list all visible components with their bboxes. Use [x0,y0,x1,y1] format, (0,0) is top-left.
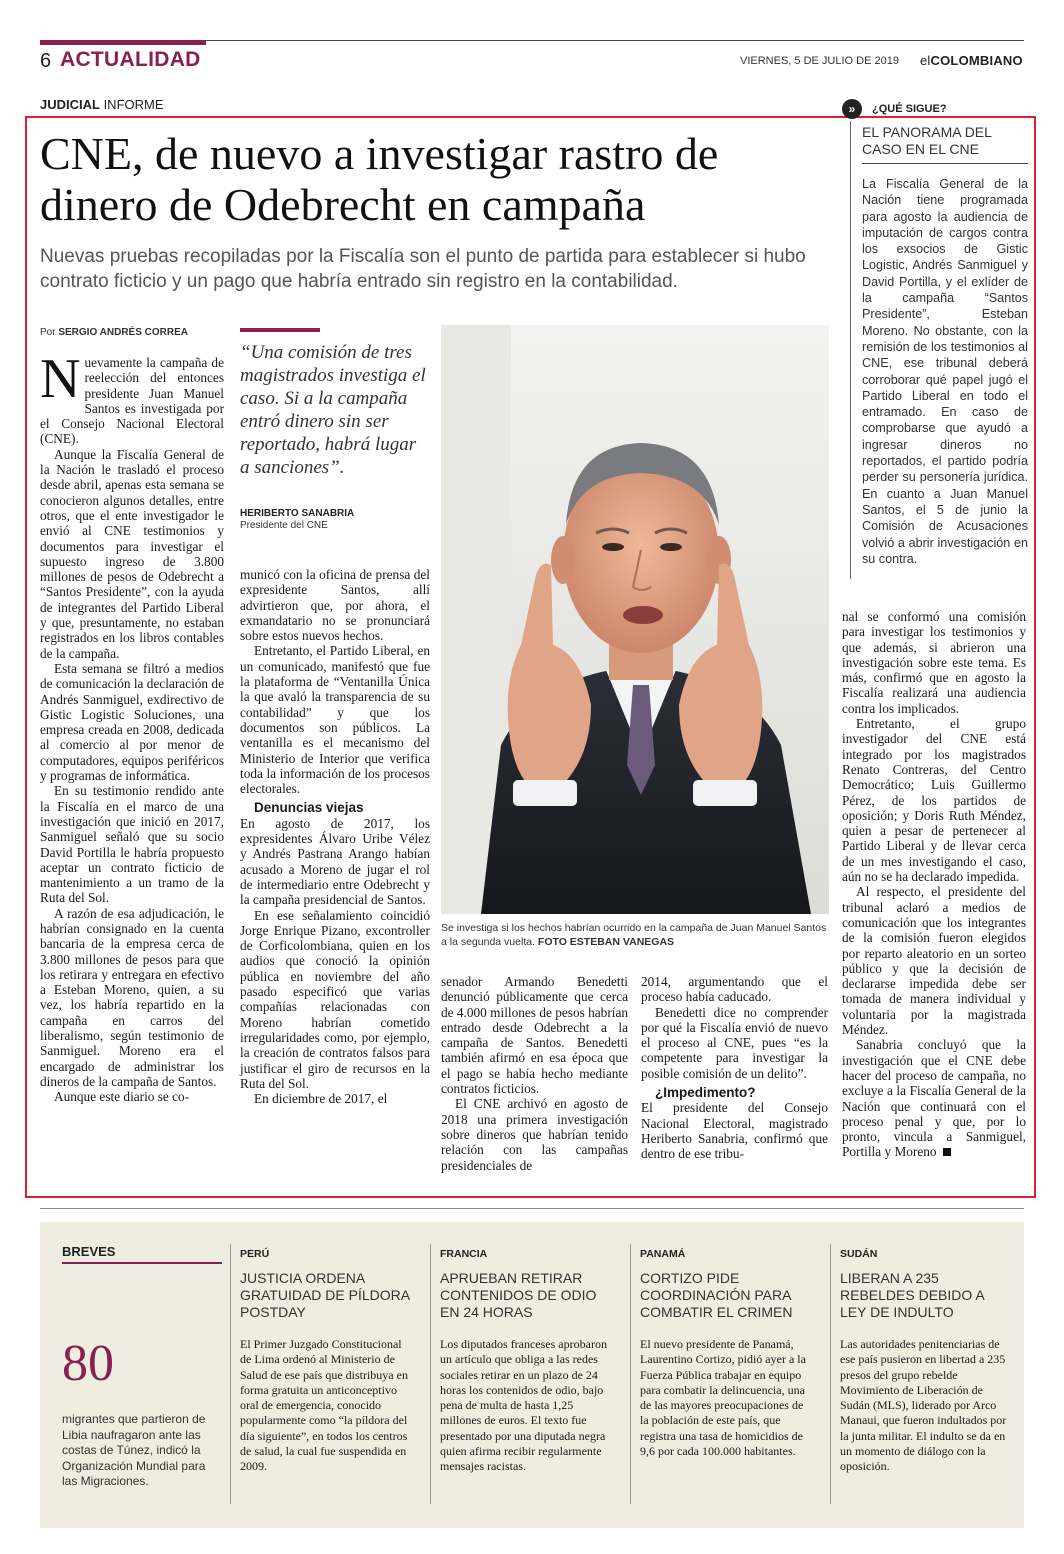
brief-country: FRANCIA [440,1248,488,1260]
paragraph-text: Sanabria concluyó que la investigación que el CNE debe hacer del proceso de campaña, no excluye a la Fiscalía General de la Nación que continuará con el proceso penal y que, por lo pronto, vincula a Sanmiguel, Portilla y Moreno [842,1037,1026,1160]
section-accent-bar [40,40,206,45]
article-paragraph [842,1037,1026,1159]
article-subhead: ¿Impedimento? [655,1085,756,1101]
brief-country: PANAMÁ [640,1248,686,1260]
portrait-illustration [441,325,829,914]
article-paragraph: Entretanto, el grupo investigador del CNE está integrado por los magistrados Renato Contreras, del Centro Democrático; Luis Guillermo Pérez, de los partidos de oposición; y Doris Ruth Méndez, quien a pesar de pertenecer al Partido Liberal y de llevar cerca de un mes investigando el caso, aún no se ha declarado impedida. [842,716,1026,885]
brief-title: LIBERAN A 235 REBELDES DEBIDO A LEY DE INDULTO [840,1270,984,1320]
article-paragraph: Al respecto, el presidente del tribunal aclaró a medios de comunicación que los integrantes de la comisión fueron elegidos por reparto aleatorio en un sorteo público y que la decisión de declararse impedida debe ser tomada de manera individual y voluntaria por la magistrada Méndez. [842,884,1026,1038]
breves-top-rule [40,1208,1024,1209]
article-photo [441,325,829,914]
article-paragraph: A razón de esa adjudicación, le habrían consignado en la cuenta bancaria de la empresa cerca de 3.800 millones de pesos para que los retirara y entregara en efectivo a Esteban Moreno, quien, a su vez, los habría repartido en la campaña en carros del liberalismo, según testimonio de Sanmiguel. Moreno era el encargado de administrar los dineros de la campaña de Santos. [40,905,224,1089]
breves-divider [830,1244,831,1504]
article-column-3 [441,974,628,1173]
article-paragraph [40,348,224,447]
brief-title: APRUEBAN RETIRAR CONTENIDOS DE ODIO EN 24 HORAS [440,1270,597,1320]
brief-country: PERÚ [240,1248,270,1260]
breves-divider [430,1244,431,1504]
double-chevron-right-icon: » [842,99,862,119]
breves-divider [630,1244,631,1504]
brief-body: Las autoridades penitenciarias de ese país pusieron en libertad a 235 presos del grupo rebelde Movimiento de Liberación de Sudán (MLS), liderado por Arco Manaui, que fueron indultados por la junta militar. El indulto se da en un momento de diálogo con la oposición. [840,1337,1007,1474]
article-paragraph: En su testimonio rendido ante la Fiscalía en el marco de una investigación que inició en 2017, Sanmiguel señaló que su socio David Portilla le habría propuesto aceptar un contrato ficticio de mantenimiento a un tramo de la Ruta del Sol. [40,783,224,906]
article-column-5 [842,609,1026,1160]
section-subline [40,97,164,112]
byline-prefix: Por [40,327,59,338]
brief-body: El Primer Juzgado Constitucional de Lima ordenó al Ministerio de Salud de ese país que distribuya en forma gratuita un anticonceptivo oral de emergencia, conocido popularmente como “la píldora del día siguiente”, en todos los centros de salud, la cual fue suspendida en 2009. [240,1337,408,1474]
end-mark-icon [943,1148,951,1156]
brand-name: COLOMBIANO [930,53,1023,68]
breves-label-rule [62,1262,222,1264]
article-paragraph: Benedetti dice no comprender por qué la Fiscalía envió de nuevo el proceso al CNE, pues “es la competente para investigar la posible comisión de un delito”. [641,1004,828,1081]
paragraph-text: uevamente la campaña de reelección del entonces presidente Juan Manuel Santos es investigada por el Consejo Nacional Electoral (CNE). [40,355,224,447]
photo-caption [441,921,829,949]
article-subhead: Denuncias viejas [254,800,364,816]
article-paragraph: municó con la oficina de prensa del expresidente Santos, allí advirtieron que, por ahora, el exmandatario no se pronunciará sobre estos nuevos hechos. [240,567,430,644]
article-deck: Nuevas pruebas recopiladas por la Fiscalía son el punto de partida para establecer si hubo contrato ficticio y un pago que habría entrado sin registro en la contabilidad. [40,246,806,292]
sidebar-title-rule [862,163,1028,164]
issue-date: VIERNES, 5 DE JULIO DE 2019 [740,55,899,67]
article-paragraph: En agosto de 2017, los expresidentes Álvaro Uribe Vélez y Andrés Pastrana Arango habían acusado a Moreno de jugar el rol de intermediario entre Odebrecht y la campaña presidencial de Santos. [240,815,430,908]
subline-bold: JUDICIAL [40,97,100,112]
brief-title: CORTIZO PIDE COORDINACIÓN PARA COMBATIR EL CRIMEN [640,1270,793,1320]
sidebar-title: EL PANORAMA DEL CASO EN EL CNE [862,124,992,157]
quote-author: HERIBERTO SANABRIA [240,508,355,519]
newspaper-brand [920,53,1023,68]
breves-big-number: 80 [62,1335,114,1392]
article-paragraph: Aunque la Fiscalía General de la Nación le trasladó el proceso desde abril, apenas esta semana se conocieron algunos detalles, entre otros, que el ente investigador le envió al CNE testimonios y documentos para investigar el supuesto ingreso de 3.800 millones de pesos de Odebrecht a “Santos Presidente”, con la ayuda de integrantes del Partido Liberal y que, presuntamente, no estaban registrados en los libros contables de la campaña. [40,446,224,661]
drop-cap: N [40,348,81,410]
brand-prefix: el [920,53,931,68]
article-paragraph: El CNE archivó en agosto de 2018 una primera investigación sobre dineros que habrían tenido relación con las campañas presidenciales de [441,1096,628,1173]
quote-author-role: Presidente del CNE [240,520,328,531]
brief-body: El nuevo presidente de Panamá, Laurentino Cortizo, pidió ayer a la Fuerza Pública trabajar en equipo para combatir la delincuencia, una de las mayores preocupaciones de la población de este país, que registra una tasa de homicidios de 9,6 por cada 100.000 habitantes. [640,1337,806,1459]
sidebar-label: ¿QUÉ SIGUE? [872,103,947,115]
article-paragraph: En diciembre de 2017, el [254,1091,388,1107]
section-title: ACTUALIDAD [60,48,201,71]
article-paragraph: nal se conformó una comisión para investigar los testimonios y que además, si abrieron una investigación sobre este tema. Es más, confirmó que en agosto la Fiscalía realizará una audiencia contra los implicados. [842,609,1026,716]
pull-quote-rule [240,328,320,332]
article-column-1 [40,348,224,1105]
byline-author: SERGIO ANDRÉS CORREA [58,327,188,338]
article-paragraph: 2014, argumentando que el proceso había caducado. [641,974,828,1005]
caption-text: Se investiga si los hechos habrían ocurrido en la campaña de Juan Manuel Santos a la segunda vuelta. [441,922,827,948]
article-paragraph: Aunque este diario se co- [54,1089,190,1105]
brief-body: Los diputados franceses aprobaron un artículo que obliga a las redes sociales retirar en un plazo de 24 horas los contenidos de odio, bajo pena de multa de hasta 1,25 millones de euros. El texto fue presentado por una diputada negra quien afirma recibir regularmente mensajes racistas. [440,1337,607,1474]
article-paragraph: Esta semana se filtró a medios de comunicación la declaración de Andrés Sanmiguel, exdirectivo de Gistic Logistic Soluciones, una empresa creada en 2008, dedicada al comercio al por menor de computadores, equipos periféricos y programas de informática. [40,660,224,784]
brief-country: SUDÁN [840,1248,878,1260]
page-number: 6 [40,50,52,72]
brief-title: JUSTICIA ORDENA GRATUIDAD DE PÍLDORA POSTDAY [240,1270,410,1320]
subline-rest: INFORME [99,97,164,112]
byline [40,327,188,338]
photo-credit: FOTO ESTEBAN VANEGAS [537,936,675,948]
breves-number-text: migrantes que partieron de Libia naufragaron ante las costas de Túnez, indicó la Organización Mundial para las Migraciones. [62,1412,206,1488]
article-paragraph: El presidente del Consejo Nacional Electoral, magistrado Heriberto Sanabria, confirmó que dentro de ese tribu- [641,1100,828,1162]
breves-divider [230,1244,231,1504]
article-headline: CNE, de nuevo a investigar rastro de dinero de Odebrecht en campaña [40,128,719,230]
breves-label: BREVES [62,1244,116,1259]
article-column-4 [641,974,828,1162]
article-paragraph: senador Armando Benedetti denunció públicamente que cerca de 4.000 millones de pesos habrían entrado desde Odebrecht a la campaña de Santos. Benedetti también afirmó en esa época que el pago se había hecho mediante contratos ficticios. [441,974,628,1097]
pull-quote: “Una comisión de tres magistrados investiga el caso. Si a la campaña entró dinero sin ser reportado, habrá lugar a sanciones”. [240,342,426,478]
article-column-2 [240,567,430,1106]
article-paragraph: Entretanto, el Partido Liberal, en un comunicado, manifestó que fue la plataforma de “Ventanilla Única la que avaló la transparencia de su contabilidad” y que los documentos son públicos. La ventanilla es el mecanismo del Ministerio de Interior que verifica toda la información de los procesos electorales. [240,643,430,797]
article-paragraph: En ese señalamiento coincidió Jorge Enrique Pizano, excontroller de Corficolombiana, quien en los audios que conoció la opinión pública en noviembre del año pasado especificó que varias compañías relacionadas con Moreno habrían cometido irregularidades como, por ejemplo, la creación de contratos falsos para justificar el giro de recursos en la Ruta del Sol. [240,907,430,1091]
sidebar-body: La Fiscalía General de la Nación tiene programada para agosto la audiencia de imputación de cargos contra los exsocios de Gistic Logistic, Andrés Sanmiguel y David Portilla, y el exlíder de la campaña “Santos Presidente”, Esteban Moreno. No obstante, con la remisión de los testimonios al CNE, ese tribunal deberá corroborar qué papel jugó el Partido Liberal en todo el entramado. En caso de comprobarse que ayudó a ingresar dineros no reportados, el partido podría perder su personería jurídica. En cuanto a Juan Manuel Santos, el 5 de junio la Comisión de Acusaciones volvió a abrir investigación en su contra. [862,177,1028,566]
